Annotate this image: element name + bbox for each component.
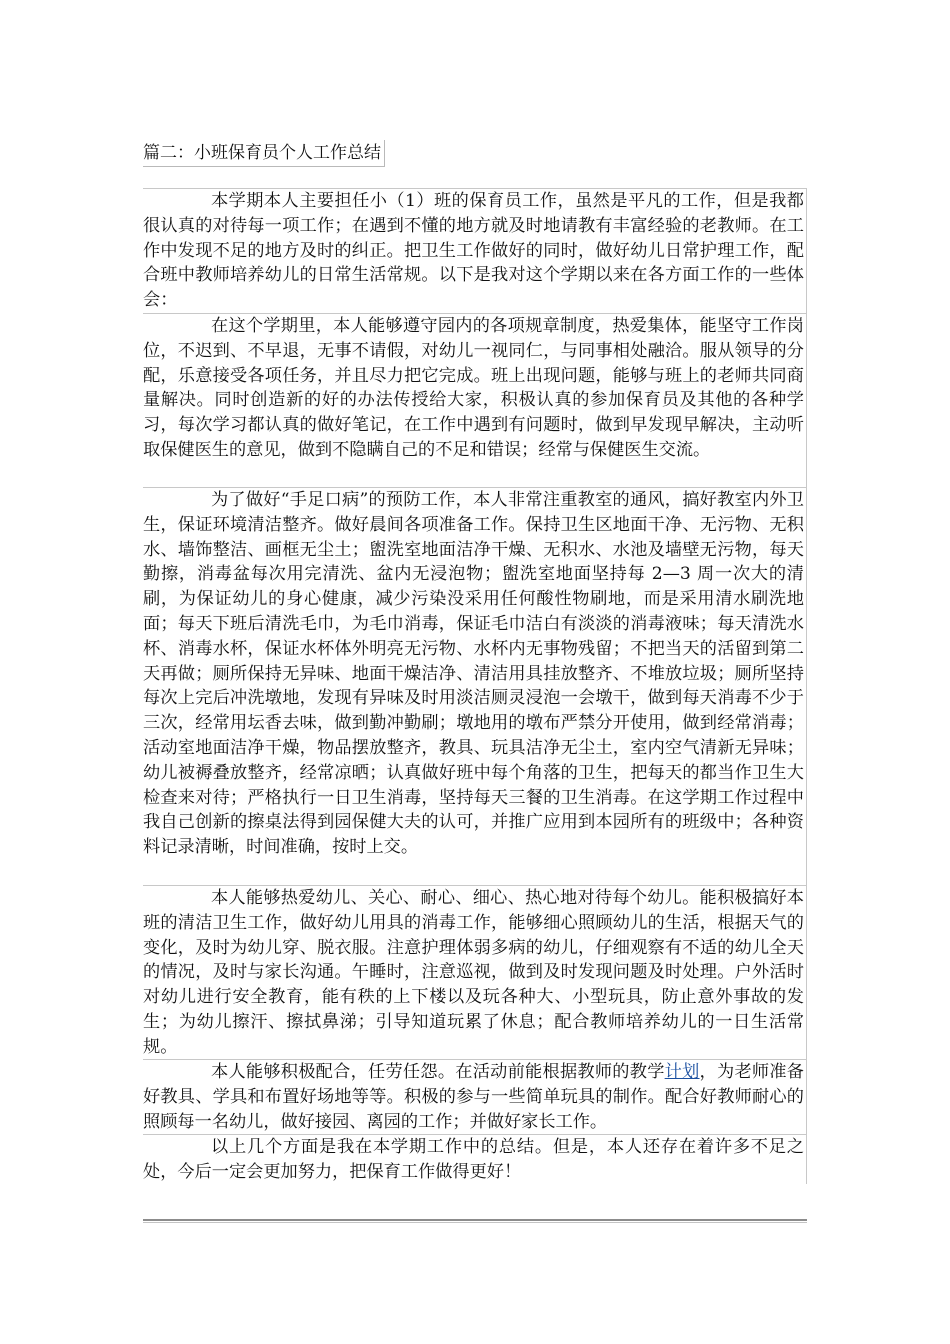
paragraph-child-care: 本人能够热爱幼儿、关心、耐心、细心、热心地对待每个幼儿。能积极搞好本班的清洁卫生工作，做好幼儿用具的消毒工作，能够细心照顾幼儿的生活，根据天气的变化，及时为幼儿穿、脱衣服。注意护理体弱多病的幼儿，仔细观察有不适的幼儿全天的情况，及时与家长沟通。午睡时，注意巡视，做到及时发现问题及时处理。户外活时对幼儿进行安全教育，能有秩的上下楼以及玩各种大、小型玩具，防止意外事故的发生；为幼儿擦汗、擦拭鼻涕；引导知道玩累了休息；配合教师培养幼儿的一日生活常规。: [143, 885, 807, 1059]
document-title: 篇二：小班保育员个人工作总结: [143, 140, 385, 167]
footer-divider-shadow: [143, 1222, 807, 1223]
paragraph-hygiene: 为了做好“手足口病”的预防工作，本人非常注重教室的通风，搞好教室内外卫生，保证环境清洁整齐。做好晨间各项准备工作。保持卫生区地面干净、无污物、无积水、墙饰整洁、画框无尘土；盥洗室地面洁净干燥、无积水、水池及墙壁无污物，每天勤擦，消毒盆每次用完清洗、盆内无浸泡物；盥洗室地面坚持每 2—3 周一次大的清刷，为保证幼儿的身心健康，减少污染没采用任何酸性物刷地，而是采用清水刷洗地面；每天下班后清洗毛巾，为毛巾消毒，保证毛巾洁白有淡淡的消毒液味；每天清洗水杯、消毒水杯，保证水杯体外明亮无污物、水杯内无事物残留；不把当天的活留到第二天再做；厕所保持无异味、地面干燥洁净、清洁用具挂放整齐、不堆放垃圾；厕所坚持每次上完后冲洗墩地，发现有异味及时用淡洁厕灵浸泡一会墩干，做到每天消毒不少于三次，经常用坛香去味，做到勤冲勤刷；墩地用的墩布严禁分开使用，做到经常消毒；活动室地面洁净干燥，物品摆放整齐，教具、玩具洁净无尘土，室内空气清新无异味；幼儿被褥叠放整齐，经常凉晒；认真做好班中每个角落的卫生，把每天的都当作卫生大检查来对待；严格执行一日卫生消毒，坚持每天三餐的卫生消毒。在这学期工作过程中我自己创新的擦桌法得到园保健大夫的认可，并推广应用到本园所有的班级中；各种资料记录清晰，时间准确，按时上交。: [143, 487, 807, 885]
paragraph-cooperation-text-a: 本人能够积极配合，任劳任怨。在活动前能根据教师的教学: [211, 1062, 665, 1082]
footer-divider: [143, 1219, 807, 1221]
paragraph-closing: 以上几个方面是我在本学期工作中的总结。但是，本人还存在着许多不足之处，今后一定会更加努力，把保育工作做得更好！: [143, 1134, 807, 1184]
plan-link[interactable]: 计划: [664, 1062, 700, 1082]
paragraph-discipline: 在这个学期里，本人能够遵守园内的各项规章制度，热爱集体，能坚守工作岗位，不迟到、不早退，无事不请假，对幼儿一视同仁，与同事相处融洽。服从领导的分配，乐意接受各项任务，并且尽力把它完成。班上出现问题，能够与班上的老师共同商量解决。同时创造新的好的办法传授给大家，积极认真的参加保育员及其他的各种学习，每次学习都认真的做好笔记，在工作中遇到有问题时，做到早发现早解决，主动听取保健医生的意见，做到不隐瞒自己的不足和错误；经常与保健医生交流。: [143, 313, 807, 487]
paragraph-cooperation-text-b: ，为老师准备好教具、学具和布置好场地等等。积极的参与一些简单玩具的制作。配合好教师耐心的照顾每一名幼儿，做好接园、离园的工作；并做好家长工作。: [143, 1062, 804, 1132]
paragraph-intro: 本学期本人主要担任小（1）班的保育员工作，虽然是平凡的工作，但是我都很认真的对待每一项工作；在遇到不懂的地方就及时地请教有丰富经验的老教师。在工作中发现不足的地方及时的纠正。把卫生工作做好的同时，做好幼儿日常护理工作，配合班中教师培养幼儿的日常生活常规。以下是我对这个学期以来在各方面工作的一些体会：: [143, 188, 807, 313]
paragraph-cooperation: [143, 1059, 807, 1134]
